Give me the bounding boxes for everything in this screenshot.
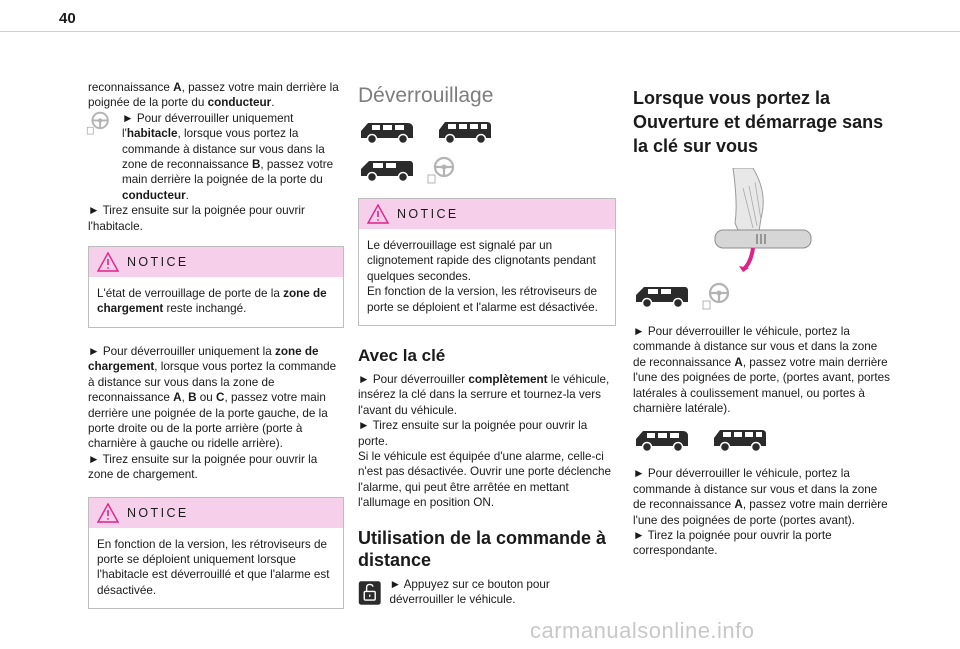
paragraph-key-3: Si le véhicule est équipée d'une alarme, celle-ci n'est pas désactivée. Ouvrir une porte déclenche l'alarme, qui peut être arrêtée en mettant l'allumage en position ON. [358, 450, 612, 510]
notice-box-3 [358, 198, 616, 326]
page-number: 40 [59, 10, 76, 27]
paragraph-keyless-2: ► Pour déverrouiller le véhicule, portez la commande à distance sur vous et dans la zone de reconnaissance A, passez votre main derrière l'une des poignées de porte (portes avant). [633, 467, 888, 527]
paragraph-key-1: ► Pour déverrouiller complètement le véhicule, insérez la clé dans la serrure et tournez-la vers l'avant du véhicule. [358, 373, 610, 417]
paragraph-5: ► Tirez ensuite sur la poignée pour ouvrir la zone de chargement. [88, 452, 318, 482]
notice-title: NOTICE [127, 255, 189, 270]
van-icon [436, 118, 494, 146]
warning-triangle-icon [97, 252, 119, 272]
watermark: carmanualsonline.info [530, 618, 755, 643]
section-title-keyless: Lorsque vous portez la Ouverture et démarrage sans la clé sur vous [633, 88, 884, 156]
steering-wheel-icon [701, 282, 735, 310]
notice-body: Le déverrouillage est signalé par un clignotement rapide des clignotants pendant quelques secondes. En fonction de la version, les rétroviseurs de porte se déploient et l'alarme est désactivée. [367, 239, 598, 314]
notice-body: L'état de verrouillage de porte de la zone de chargement reste inchangé. [97, 287, 327, 316]
paragraph-4: ► Pour déverrouiller uniquement la zone de chargement, lorsque vous portez la commande à distance sur vous dans la zone de reconnaissance A, B ou C, passez votre main derrière une poignée de la porte gauche, de la porte droite ou de la porte arrière (porte à charnière à gauche ou ridelle arrière). [88, 344, 337, 451]
notice-header [89, 498, 343, 528]
heading-commande-a-distance: Utilisation de la commande à distance [358, 527, 607, 570]
paragraph-2: ► Pour déverrouiller uniquement l'habitacle, lorsque vous portez la commande à distance sur vous dans la zone de reconnaissance B, passez votre main derrière la poignée de la porte du conducteur. [88, 111, 344, 203]
remote-unlock-instruction [358, 577, 616, 609]
notice-body: En fonction de la version, les rétroviseurs de porte se déploient uniquement lorsque l'habitacle est déverrouillé et que l'alarme est désactivée. [97, 537, 330, 597]
warning-triangle-icon [367, 204, 389, 224]
warning-triangle-icon [97, 503, 119, 523]
paragraph-key-2: ► Tirez ensuite sur la poignée pour ouvrir la porte. [358, 419, 588, 448]
unlock-button-icon [358, 577, 381, 609]
section-title-deverrouillage: Déverrouillage [358, 84, 494, 107]
vehicle-icons-row-3 [633, 282, 893, 310]
paragraph-remote: ► Appuyez sur ce bouton pour déverrouiller le véhicule. [389, 577, 550, 607]
van-icon [633, 282, 691, 310]
van-icon [633, 426, 691, 454]
steering-wheel-icon [426, 156, 460, 184]
notice-box-1 [88, 246, 344, 328]
column-middle [358, 82, 616, 609]
column-left [88, 80, 344, 609]
van-icon [358, 156, 416, 184]
paragraph-3: ► Tirez ensuite sur la poignée pour ouvrir l'habitacle. [88, 204, 305, 233]
notice-box-2 [88, 497, 344, 610]
door-handle-illustration [713, 168, 813, 278]
steering-wheel-icon [86, 111, 116, 135]
notice-title: NOTICE [397, 207, 459, 221]
notice-header [359, 199, 615, 229]
notice-header [89, 247, 343, 277]
vehicle-icons-row-4 [633, 426, 893, 454]
vehicle-icons-row-2 [358, 156, 616, 184]
notice-title: NOTICE [127, 505, 189, 520]
column-right [633, 86, 893, 559]
top-divider [0, 31, 960, 32]
paragraph-keyless-3: ► Tirez la poignée pour ouvrir la porte correspondante. [633, 529, 832, 558]
van-icon [358, 118, 416, 146]
heading-avec-la-cle: Avec la clé [358, 346, 446, 366]
van-icon [711, 426, 769, 454]
paragraph-1: reconnaissance A, passez votre main derrière la poignée de la porte du conducteur. [88, 81, 339, 110]
vehicle-icons-row-1 [358, 118, 616, 146]
paragraph-keyless-1: ► Pour déverrouiller le véhicule, portez la commande à distance sur vous et dans la zone de reconnaissance A, passez votre main derrière l'une des poignées de porte, (portes avant, portes latérales à coulissement manuel, ou portes à charnière latérale). [633, 325, 890, 416]
